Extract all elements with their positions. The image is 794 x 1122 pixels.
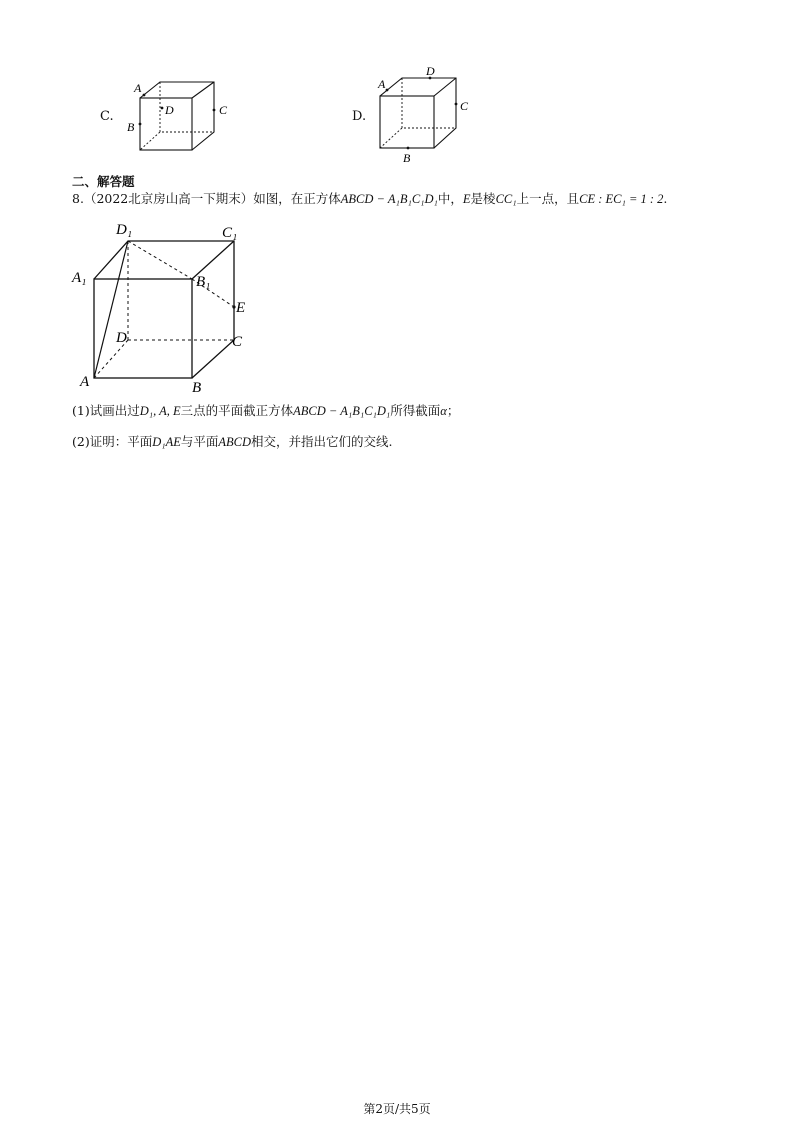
cube-visible-edges: [94, 241, 234, 378]
section-alpha: α: [440, 404, 447, 418]
points-d1-a-e: D₁, A, E: [139, 404, 181, 418]
label-d: D: [116, 330, 127, 346]
cube-name: ABCD − A₁B₁C₁D₁: [293, 404, 391, 418]
label-c1: C₁: [222, 225, 238, 241]
question-8-part-2: (2)证明：平面D₁AE与平面ABCD相交，并指出它们的交线.: [72, 434, 393, 449]
vertex-label-c: C: [219, 103, 228, 117]
option-d-cube-figure: [368, 62, 488, 166]
option-d-label: D.: [352, 109, 367, 124]
vertex-label-a: A: [134, 81, 142, 95]
question-number: 8.: [72, 191, 84, 206]
cube-hidden-edges: [402, 78, 456, 128]
cube-front-face: [380, 96, 434, 148]
plane-d1ae: D₁AE: [152, 435, 181, 449]
label-c: C: [232, 334, 243, 350]
question-8-stem: 8.（2022北京房山高一下期末）如图，在正方体ABCD − A₁B₁C₁D₁中，E是棱CC₁上一点，且CE : EC₁ = 1 : 2.: [72, 191, 668, 206]
label-a1: A₁: [72, 270, 87, 286]
cube-front-face: [94, 279, 192, 378]
question-8-part-1: (1)试画出过D₁, A, E三点的平面截正方体ABCD − A₁B₁C₁D₁所得截面α；: [72, 403, 460, 418]
label-b: B: [192, 380, 202, 396]
vertex-label-a: A: [378, 77, 386, 91]
segment-d1a: [94, 241, 128, 378]
label-b1: B₁: [196, 274, 211, 290]
vertex-label-c: C: [460, 99, 469, 113]
vertex-label-b: B: [127, 120, 135, 134]
vertex-label-b: B: [403, 151, 411, 165]
ratio: CE : EC₁ = 1 : 2: [579, 192, 664, 206]
question-8-cube-figure: [66, 212, 266, 397]
plane-abcd: ABCD: [218, 435, 252, 449]
label-a: A: [80, 374, 90, 390]
label-d1: D₁: [116, 222, 133, 238]
cube-back-edges: [380, 78, 456, 148]
option-c-label: C.: [100, 109, 114, 124]
cube-back-edges: [140, 82, 214, 150]
segment-d1b1: [128, 241, 192, 279]
vertex-label-d: D: [426, 64, 435, 78]
option-c-cube-figure: [118, 72, 238, 162]
question-source: （2022北京房山高一下期末）: [83, 191, 254, 206]
edge-cc1: CC₁: [495, 192, 517, 206]
vertex-label-d: D: [165, 103, 174, 117]
section-title: 二、解答题: [72, 174, 135, 189]
cube-name: ABCD − A₁B₁C₁D₁: [340, 192, 438, 206]
label-e: E: [236, 300, 246, 316]
point-e: E: [462, 192, 471, 206]
page-footer: 第2页/共5页: [363, 1102, 431, 1116]
